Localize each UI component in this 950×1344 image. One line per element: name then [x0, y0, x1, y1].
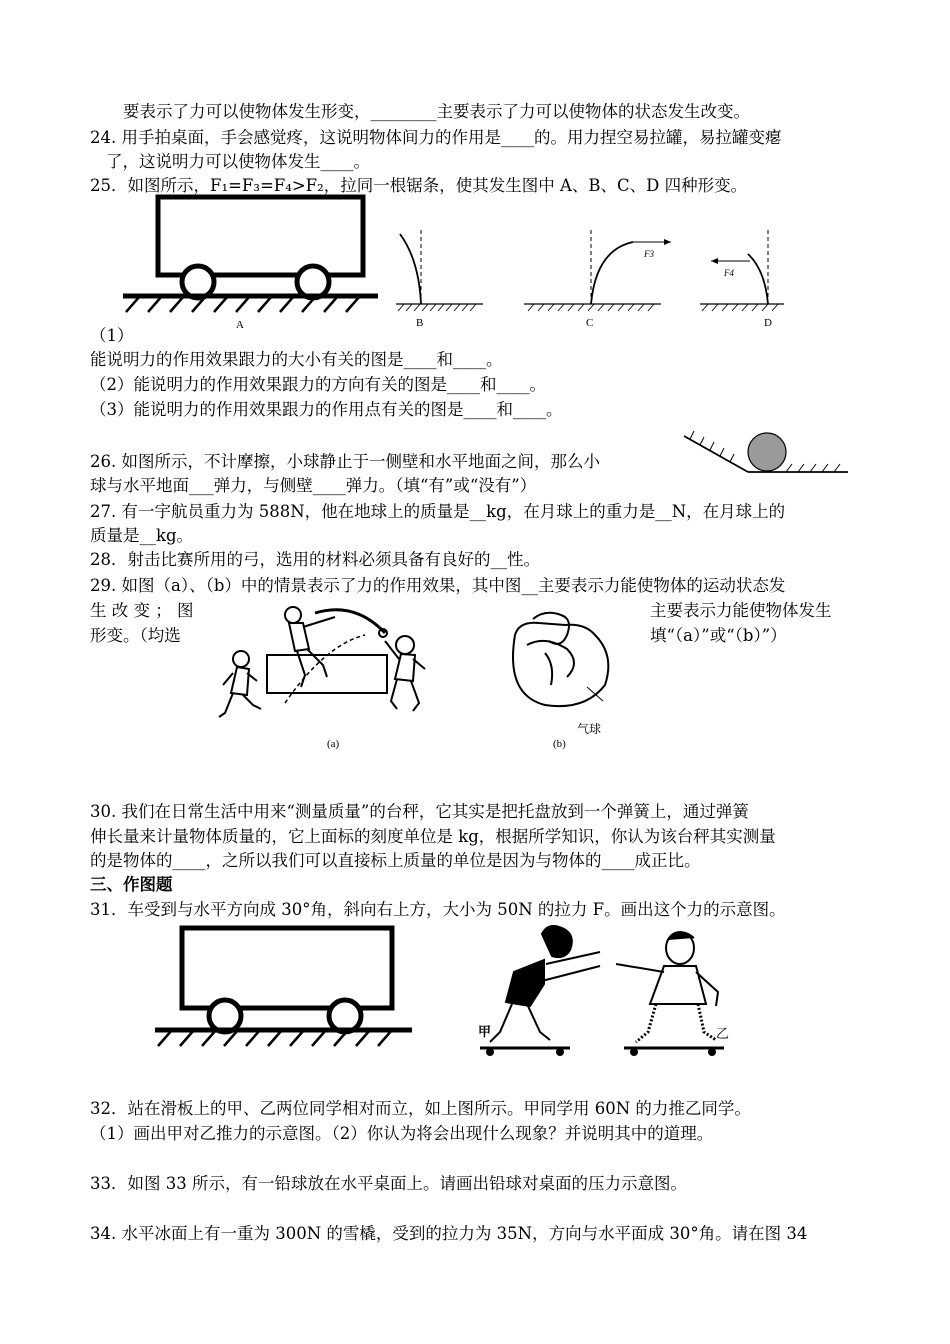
- question-28: 28．射击比赛所用的弓，选用的材料必须具备有良好的__性。: [90, 550, 540, 569]
- question-29-line3-left: 形变。（均选: [90, 626, 181, 645]
- saw-figure-d: [700, 230, 784, 329]
- fig32-label-jia: 甲: [478, 1024, 492, 1039]
- question-27-line2: 质量是__kg。: [90, 526, 194, 545]
- soccer-scene-a: [219, 607, 425, 717]
- question-27-line1: 27. 有一宇航员重力为 588N，他在地球上的质量是__kg，在月球上的重力是__N，在月球上的: [90, 502, 786, 521]
- figure-25: [118, 190, 858, 340]
- cart-figure-31: [155, 928, 412, 1046]
- fig25-label-a: A: [236, 319, 244, 331]
- question-25-sub1-number: （1）: [90, 326, 134, 345]
- fig25-label-d: D: [764, 317, 772, 329]
- question-24-line1: 24. 用手拍桌面，手会感觉疼，这说明物体间力的作用是____的。用力捏空易拉罐，易拉罐变瘪: [90, 128, 782, 147]
- balloon-scene-b: [513, 613, 608, 706]
- fig32-label-yi: 乙: [716, 1026, 730, 1041]
- fig25-force-c: F3: [644, 249, 654, 259]
- question-30-line2: 伸长量来计量物体质量的，它上面标的刻度单位是 kg，根据所学知识，你认为该台秤其实测量: [90, 827, 776, 846]
- cart-figure-a: [123, 197, 378, 331]
- fig29-label-b: (b): [553, 738, 566, 750]
- question-26-line2: 球与水平地面___弹力，与侧壁____弹力。（填“有”或“没有”）: [90, 476, 537, 495]
- fig29-label-a: (a): [327, 738, 340, 750]
- question-26-line1: 26. 如图所示，不计摩擦，小球静止于一侧壁和水平地面之间，那么小: [90, 452, 600, 471]
- question-34: 34. 水平冰面上有一重为 300N 的雪橇，受到的拉力为 35N，方向与水平面成 30°角。请在图 34: [90, 1224, 808, 1243]
- question-30-line1: 30. 我们在日常生活中用来“测量质量”的台秤，它其实是把托盘放到一个弹簧上，通过弹簧: [90, 802, 749, 821]
- saw-figure-b: [396, 230, 483, 329]
- question-31: 31．车受到与水平方向成 30°角，斜向右上方，大小为 50N 的拉力 F。画出这个力的示意图。: [90, 900, 786, 919]
- question-30-line3: 的是物体的____，之所以我们可以直接标上质量的单位是因为与物体的____成正比。: [90, 851, 701, 870]
- question-33: 33．如图 33 所示，有一铅球放在水平桌面上。请画出铅球对桌面的压力示意图。: [90, 1174, 687, 1193]
- question-25-stem: 25．如图所示，F₁=F₃=F₄>F₂，拉同一根锯条，使其发生图中 A、B、C、D 四种形变。: [90, 176, 748, 195]
- figure-31-32: [150, 924, 730, 1064]
- line-q23-tail: 要表示了力可以使物体发生形变，________主要表示了力可以使物体的状态发生改变。: [123, 102, 750, 121]
- question-24-line2: 了，这说明力可以使物体发生____。: [106, 152, 370, 171]
- fig25-label-c: C: [586, 317, 594, 329]
- fig25-label-b: B: [416, 317, 424, 329]
- question-29-line2-left: 生 改 变 ； 图: [90, 601, 194, 620]
- question-25-sub1: 能说明力的作用效果跟力的大小有关的图是____和____。: [90, 350, 503, 369]
- question-25-sub3: （3）能说明力的作用效果跟力的作用点有关的图是____和____。: [90, 400, 563, 419]
- figure-26: [676, 430, 854, 476]
- question-29-line3-right: 填“（a）”或“（b）”）: [650, 626, 787, 645]
- section-3-heading: 三、作图题: [90, 875, 173, 894]
- question-32-line1: 32．站在滑板上的甲、乙两位同学相对而立，如上图所示。甲同学用 60N 的力推乙同学。: [90, 1099, 751, 1118]
- question-25-sub2: （2）能说明力的作用效果跟力的方向有关的图是____和____。: [90, 375, 546, 394]
- question-29-line1: 29. 如图（a）、（b）中的情景表示了力的作用效果，其中图__主要表示力能使物体的运动状态发: [90, 576, 786, 595]
- fig29-balloon-label: 气球: [577, 722, 602, 736]
- skateboard-kids-figure-32: [480, 926, 724, 1055]
- ball-icon: [748, 433, 786, 471]
- saw-figure-c: [524, 230, 671, 329]
- question-29-line2-right: 主要表示力能使物体发生: [650, 601, 832, 620]
- question-32-line2: （1）画出甲对乙推力的示意图。（2）你认为将会出现什么现象？并说明其中的道理。: [90, 1124, 714, 1143]
- fig25-force-d: F4: [724, 268, 734, 278]
- figure-29: [215, 605, 645, 753]
